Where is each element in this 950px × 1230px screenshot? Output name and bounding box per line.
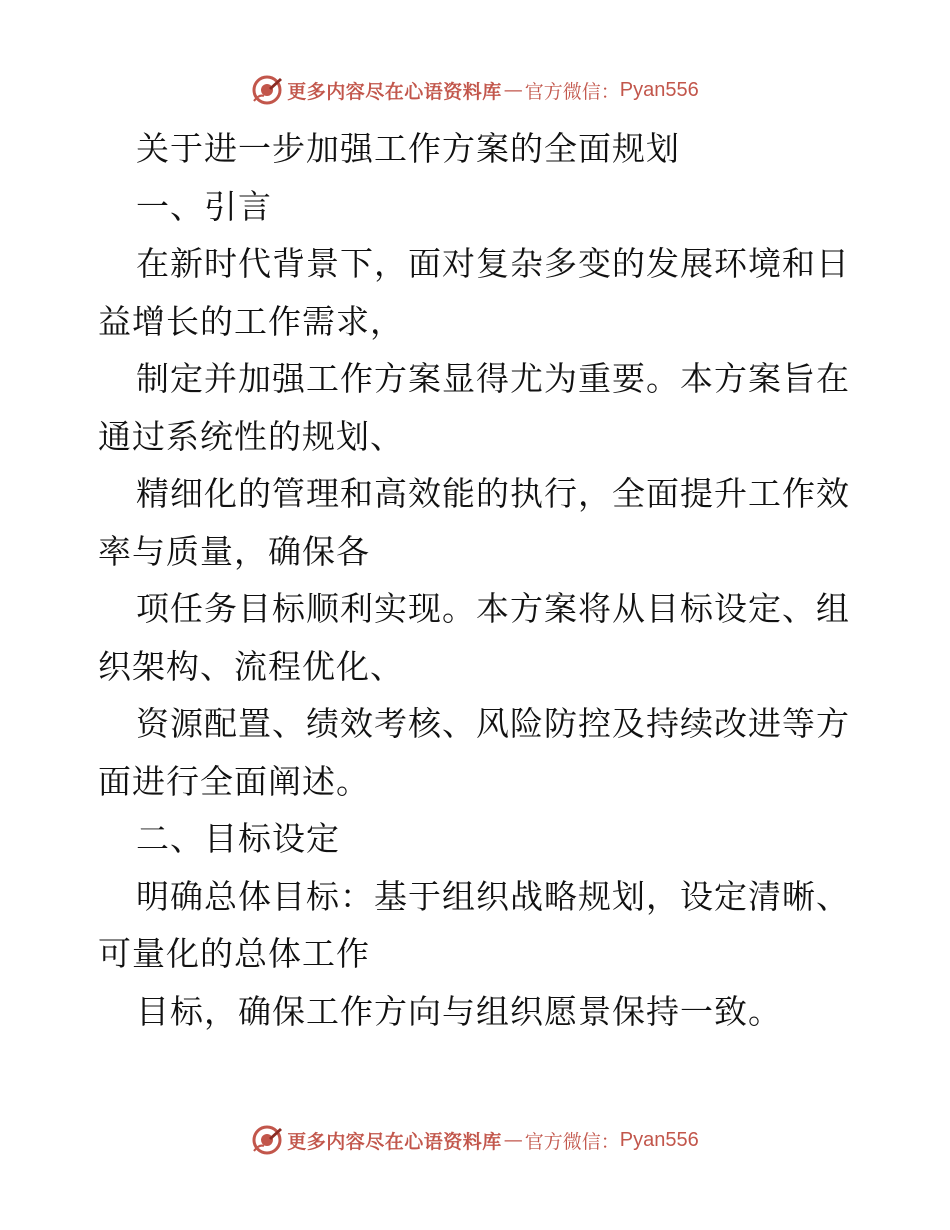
separator: —	[503, 79, 523, 101]
promo-text: 更多内容尽在心语资料库	[287, 80, 502, 103]
paragraph-line: 面进行全面阐述。	[98, 761, 370, 801]
paragraph-line: 在新时代背景下，面对复杂多变的发展环境和日	[136, 244, 850, 283]
footer-watermark	[0, 1120, 950, 1160]
red-circle-pen-logo-icon	[251, 74, 283, 106]
paragraph-line: 制定并加强工作方案显得尤为重要。本方案旨在	[136, 359, 850, 398]
wechat-label: 官方微信：	[524, 80, 620, 103]
section-heading-goals: 二、目标设定	[136, 819, 340, 858]
paragraph-line: 明确总体目标：基于组织战略规划，设定清晰、	[136, 876, 850, 916]
section-heading-intro: 一、引言	[136, 186, 272, 226]
separator: —	[503, 1129, 523, 1151]
document-body	[98, 120, 858, 1040]
paragraph-line: 可量化的总体工作	[98, 934, 370, 973]
paragraph-line: 项任务目标顺利实现。本方案将从目标设定、组	[136, 589, 850, 628]
paragraph-line: 率与质量，确保各	[98, 531, 370, 571]
document-title: 关于进一步加强工作方案的全面规划	[136, 129, 680, 168]
header-watermark	[0, 70, 950, 110]
wechat-label: 官方微信：	[524, 1130, 620, 1153]
paragraph-line: 精细化的管理和高效能的执行，全面提升工作效	[136, 474, 850, 513]
paragraph-line: 资源配置、绩效考核、风险防控及持续改进等方	[136, 704, 850, 743]
paragraph-line: 目标，确保工作方向与组织愿景保持一致。	[136, 991, 782, 1031]
paragraph-line: 益增长的工作需求，	[98, 301, 404, 341]
wechat-id: Pyan556	[619, 1128, 699, 1151]
wechat-id: Pyan556	[619, 78, 699, 101]
paragraph-line: 通过系统性的规划、	[98, 416, 404, 456]
paragraph-line: 织架构、流程优化、	[98, 646, 404, 686]
red-circle-pen-logo-icon	[251, 1124, 283, 1156]
promo-text: 更多内容尽在心语资料库	[287, 1130, 502, 1153]
